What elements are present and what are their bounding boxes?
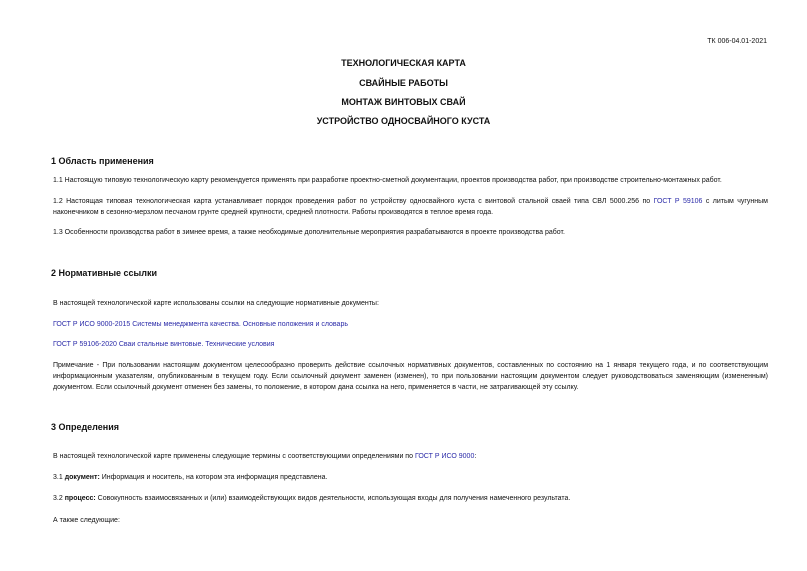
title-line-4: УСТРОЙСТВО ОДНОСВАЙНОГО КУСТА	[316, 116, 491, 126]
reference-1	[53, 319, 768, 330]
title-line-2: СВАЙНЫЕ РАБОТЫ	[359, 78, 448, 88]
paragraph-1-1: 1.1 Настоящую типовую технологическую карту рекомендуется применять при разработке проектно-сметной документации, проектов производства работ, при производстве строительно-монтажных работ.	[53, 177, 722, 184]
definition-3-2-number: 3.2	[53, 495, 63, 502]
section-1-heading: 1 Область применения	[51, 156, 154, 166]
paragraph-1-2-text-b: с литым чугунным наконечником в сезонно-мерзлом песчаном грунте средней крупности, средней плотности. Работы производятся в теплое время года.	[53, 198, 768, 216]
gost-59106-link[interactable]: ГОСТ Р 59106	[653, 198, 703, 205]
section-3-heading: 3 Определения	[51, 422, 119, 432]
definitions-intro	[53, 451, 768, 462]
reference-2	[53, 339, 768, 350]
gost-59106-2020-link[interactable]: ГОСТ Р 59106-2020 Сваи стальные винтовые. Технические условия	[53, 341, 275, 348]
gost-iso-9000-link[interactable]: ГОСТ Р ИСО 9000	[414, 453, 475, 460]
document-number: ТК 006-04.01-2021	[707, 38, 767, 45]
also-following: А также следующие:	[53, 517, 120, 524]
title-line-1: ТЕХНОЛОГИЧЕСКАЯ КАРТА	[341, 58, 466, 68]
definitions-intro-text: В настоящей технологической карте применены следующие термины с соответствующими определениями по	[53, 453, 413, 460]
paragraph-1-2-text-a: 1.2 Настоящая типовая технологическая карта устанавливает порядок проведения работ по устройству односвайного куста с винтовой стальной сваей типа СВЛ 5000.256 по	[53, 198, 651, 205]
section-2-heading: 2 Нормативные ссылки	[51, 268, 157, 278]
paragraph-1-3: 1.3 Особенности производства работ в зимнее время, а также необходимые дополнительные мероприятия разрабатываются в проекте производства работ.	[53, 229, 565, 236]
definition-3-2-term: процесс:	[64, 495, 96, 502]
references-intro: В настоящей технологической карте использованы ссылки на следующие нормативные документы:	[53, 300, 379, 307]
gost-iso-9000-2015-link[interactable]: ГОСТ Р ИСО 9000-2015 Системы менеджмента качества. Основные положения и словарь	[53, 321, 348, 328]
definition-3-1-term: документ:	[64, 474, 100, 481]
definitions-intro-colon: :	[474, 453, 477, 460]
paragraph-1-2	[53, 196, 768, 218]
definition-3-2-text: Совокупность взаимосвязанных и (или) взаимодействующих видов деятельности, использующая входы для получения намеченного результата.	[97, 495, 571, 502]
definition-3-1-text: Информация и носитель, на котором эта информация представлена.	[101, 474, 328, 481]
definition-3-1-number: 3.1	[53, 474, 63, 481]
definition-3-1	[53, 472, 768, 483]
references-note: Примечание - При пользовании настоящим документом целесообразно проверить действие ссылочных нормативных документов, составленных по состоянию на 1 января текущего года, и по соответствующим информационным указателям, опубликованным в текущем году. Если ссылочный документ заменен (изменен), то при пользовании настоящим документом следует руководствоваться заменяющим (измененным) документом. Если ссылочный документ отменен без замены, то положение, в котором дана ссылка на него, применяется в части, не затрагивающей эту ссылку.	[53, 362, 768, 391]
title-line-3: МОНТАЖ ВИНТОВЫХ СВАЙ	[341, 97, 466, 107]
definition-3-2	[53, 493, 768, 504]
